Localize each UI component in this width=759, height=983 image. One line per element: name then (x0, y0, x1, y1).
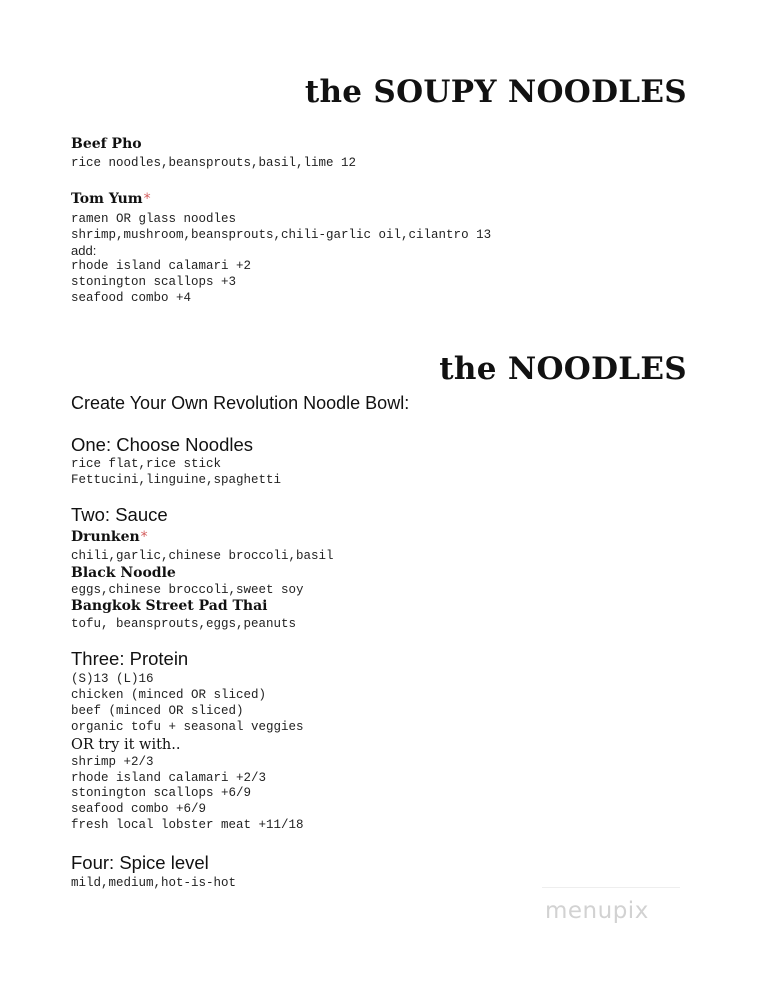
upgrade-line: fresh local lobster meat +11/18 (71, 818, 304, 832)
step-one-title: One: Choose Noodles (71, 434, 254, 455)
sauce-desc: chili,garlic,chinese broccoli,basil (71, 549, 334, 563)
spicy-star-icon: * (140, 529, 148, 545)
watermark-rule (542, 887, 680, 888)
protein-line: beef (minced OR sliced) (71, 704, 244, 718)
addon-line: stonington scallops +3 (71, 275, 237, 289)
menu-item-desc: ramen OR glass noodles (71, 212, 237, 226)
upgrade-line: shrimp +2/3 (71, 755, 154, 769)
noodles-intro: Create Your Own Revolution Noodle Bowl: (71, 393, 410, 413)
sauce-name: Black Noodle (71, 565, 176, 581)
sauce-name-row (71, 529, 148, 545)
soupy-noodles-title: the SOUPY NOODLES (304, 74, 687, 110)
upgrade-line: stonington scallops +6/9 (71, 786, 252, 800)
upgrade-line: seafood combo +6/9 (71, 802, 207, 816)
menu-item-desc: shrimp,mushroom,beansprouts,chili-garlic oil,cilantro 13 (71, 228, 492, 242)
protein-line: (S)13 (L)16 (71, 672, 154, 686)
menu-item-name: Tom Yum (71, 191, 143, 207)
upgrade-line: rhode island calamari +2/3 (71, 771, 267, 785)
menu-item-name-row (71, 191, 151, 207)
sauce-desc: eggs,chinese broccoli,sweet soy (71, 583, 304, 597)
step-three-title: Three: Protein (71, 648, 189, 669)
addon-line: seafood combo +4 (71, 291, 192, 305)
sauce-name: Bangkok Street Pad Thai (71, 598, 268, 614)
menupix-watermark: menupix (545, 898, 649, 924)
addon-line: rhode island calamari +2 (71, 259, 252, 273)
menu-item-desc: rice noodles,beansprouts,basil,lime 12 (71, 156, 357, 170)
protein-line: chicken (minced OR sliced) (71, 688, 267, 702)
add-label: add: (71, 243, 97, 258)
protein-line: organic tofu + seasonal veggies (71, 720, 304, 734)
sauce-desc: tofu, beansprouts,eggs,peanuts (71, 617, 297, 631)
sauce-name: Drunken (71, 529, 140, 545)
menu-item-name: Beef Pho (71, 136, 142, 152)
or-try-label: OR try it with.. (71, 737, 181, 753)
noodle-option-line: Fettucini,linguine,spaghetti (71, 473, 282, 487)
noodles-title: the NOODLES (439, 351, 687, 387)
spice-line: mild,medium,hot-is-hot (71, 876, 237, 890)
noodle-option-line: rice flat,rice stick (71, 457, 222, 471)
step-four-title: Four: Spice level (71, 852, 209, 873)
spicy-star-icon: * (143, 191, 151, 207)
step-two-title: Two: Sauce (71, 504, 168, 525)
